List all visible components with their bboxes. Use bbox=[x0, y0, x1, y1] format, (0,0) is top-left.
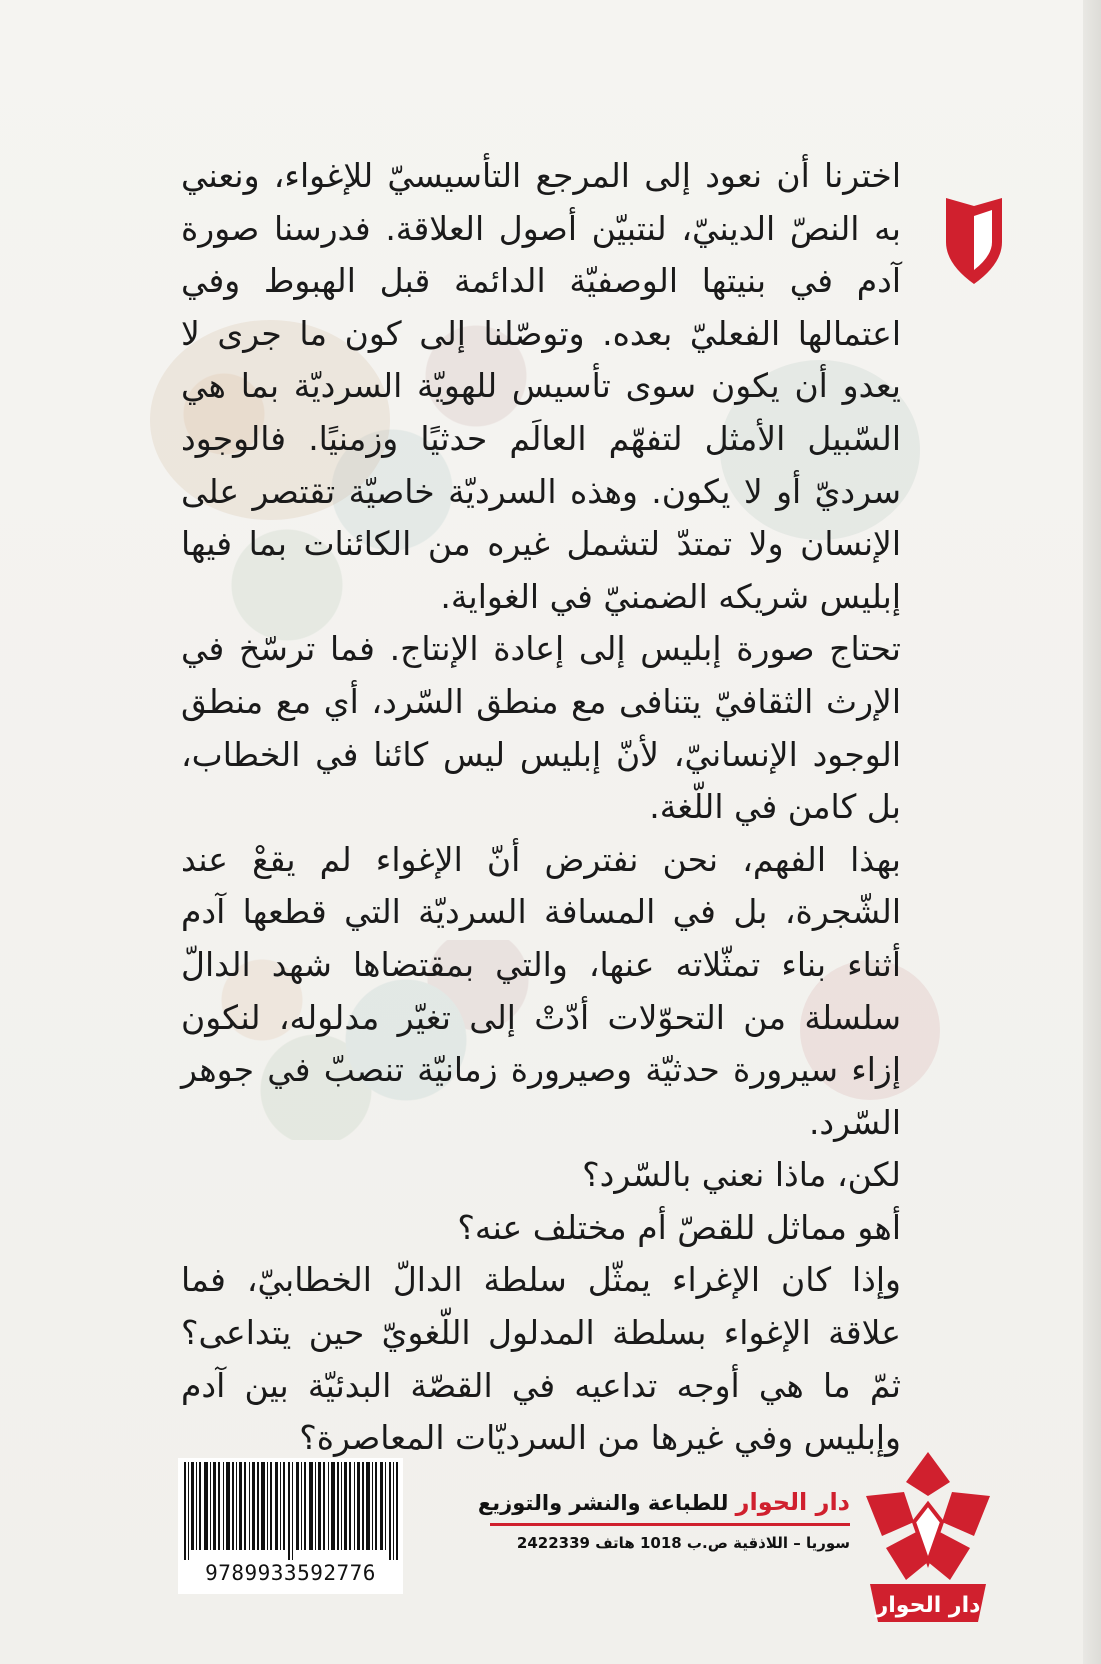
publisher-brand: دار الحوار bbox=[735, 1488, 850, 1516]
publisher-info bbox=[477, 1488, 850, 1552]
paragraph: وإذا كان الإغراء يمثّل سلطة الدالّ الخطابيّ، فما علاقة الإغواء بسلطة المدلول اللّغويّ حين يتداعى؟ ثمّ ما هي أوجه تداعيه في القصّة البدئيّة بين آدم وإبليس وفي غيرها من السرديّات المعاصرة؟ bbox=[181, 1260, 901, 1458]
logo-text: دار الحوار bbox=[875, 1593, 981, 1618]
publisher-address: سوريا – اللاذقية ص.ب 1018 هاتف 2422339 bbox=[516, 1534, 850, 1552]
publisher-tagline: للطباعة والنشر والتوزيع bbox=[477, 1491, 736, 1515]
paragraph: اخترنا أن نعود إلى المرجع التأسيسيّ للإغواء، ونعني به النصّ الدينيّ، لنتبيّن أصول العلاقة. فدرسنا صورة آدم في بنيتها الوصفيّة الدائمة قبل الهبوط وفي اعتمالها الفعليّ بعده. وتوصّلنا إلى كون ما جرى لا يعدو أن يكون سوى تأسيس للهويّة السرديّة بما هي السّبيل الأمثل لتفهّم العالَم حدثيًا وزمنيًا. فالوجود سرديّ أو لا يكون. وهذه السرديّة خاصيّة تقتصر على الإنسان ولا تمتدّ لتشمل غيره من الكائنات بما فيها إبليس شريكه الضمنيّ في الغواية. bbox=[181, 156, 901, 616]
paragraph: لكن، ماذا نعني بالسّرد؟ bbox=[582, 1155, 901, 1195]
paragraph: تحتاج صورة إبليس إلى إعادة الإنتاج. فما ترسّخ في الإرث الثقافيّ يتنافى مع منطق السّرد، أي مع منطق الوجود الإنسانيّ، لأنّ إبليس ليس كائنا في الخطاب، بل كامن في اللّغة. bbox=[181, 629, 901, 827]
isbn-barcode bbox=[178, 1458, 403, 1594]
page-edge bbox=[1083, 0, 1101, 1664]
paragraph: بهذا الفهم، نحن نفترض أنّ الإغواء لم يقعْ عند الشّجرة، بل في المسافة السرديّة التي قطعها آدم أثناء بناء تمثّلاته عنها، والتي بمقتضاها شهد الدالّ سلسلة من التحوّلات أدّتْ إلى تغيّر مدلوله، لنكون إزاء سيرورة حدثيّة وصيرورة زمانيّة تنصبّ في جوهر السّرد. bbox=[181, 839, 901, 1142]
paragraph: أهو مماثل للقصّ أم مختلف عنه؟ bbox=[457, 1207, 901, 1247]
isbn-number: 9789933592776 bbox=[205, 1561, 376, 1585]
back-cover-text bbox=[181, 150, 901, 1465]
barcode-icon bbox=[182, 1462, 399, 1560]
publisher-logo-icon bbox=[858, 1452, 998, 1624]
publisher-emblem-icon bbox=[940, 198, 1008, 284]
publisher-name bbox=[477, 1488, 850, 1516]
divider bbox=[490, 1523, 850, 1526]
